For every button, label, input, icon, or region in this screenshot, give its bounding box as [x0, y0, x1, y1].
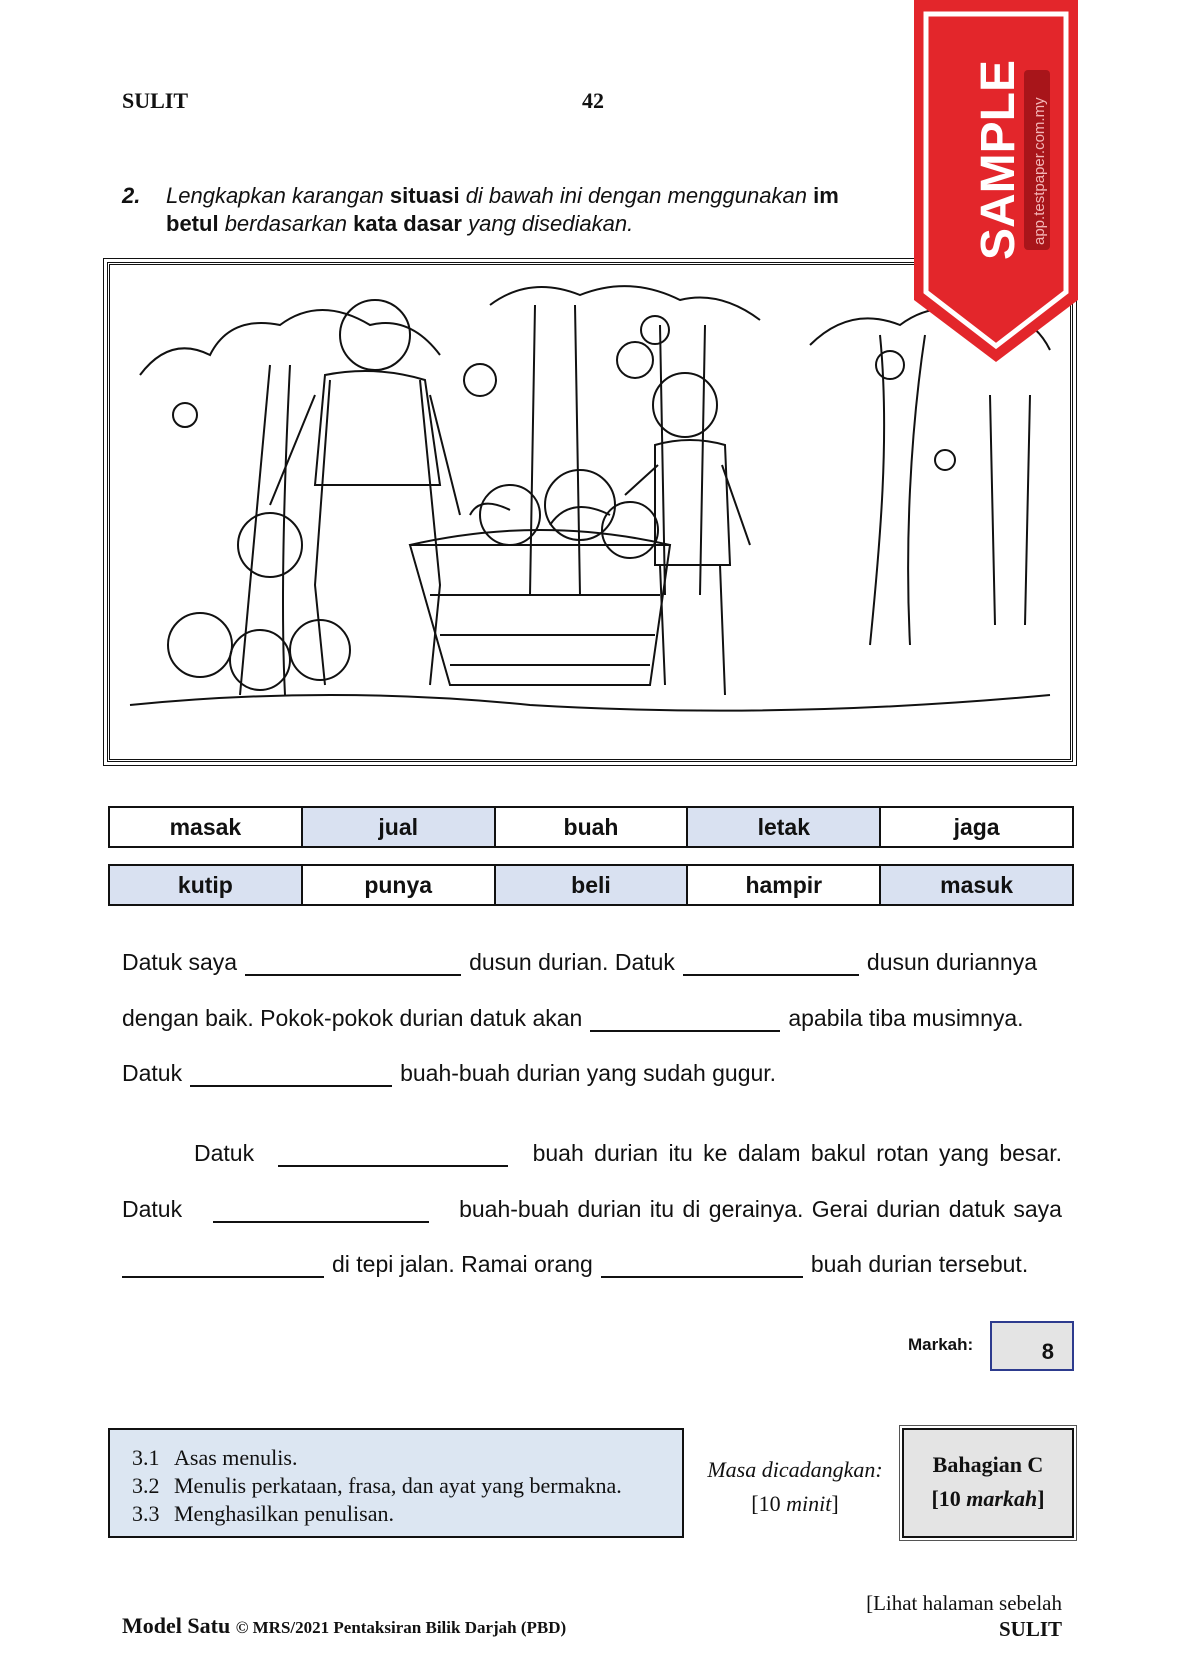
- answer-blank[interactable]: [601, 1256, 803, 1278]
- passage-line: [122, 1000, 1062, 1032]
- passage-text: buah durian itu ke dalam bakul rotan yang besar.: [532, 1140, 1062, 1166]
- answer-blank[interactable]: [213, 1201, 429, 1223]
- passage-text: buah durian tersebut.: [810, 1251, 1029, 1277]
- word-cell: punya: [303, 866, 496, 904]
- section-marks: [10 markah]: [931, 1486, 1045, 1511]
- passage-text: buah-buah durian itu di gerainya. Gerai durian datuk saya: [459, 1196, 1062, 1222]
- markah-label: Markah:: [908, 1335, 974, 1354]
- word-cell: beli: [496, 866, 689, 904]
- objective-item: 3.2 Menulis perkataan, frasa, dan ayat yang bermakna.: [132, 1473, 622, 1498]
- footer-model: Model Satu: [122, 1613, 231, 1638]
- passage-line: [122, 1191, 1062, 1223]
- sample-watermark-ribbon: [914, 0, 1078, 362]
- objective-item: 3.1 Asas menulis.: [132, 1445, 298, 1470]
- passage-text: Datuk: [122, 1196, 183, 1222]
- q-part: yang disediakan.: [468, 211, 634, 236]
- answer-blank[interactable]: [245, 954, 461, 976]
- question-instruction: [122, 182, 942, 238]
- answer-blank[interactable]: [278, 1145, 508, 1167]
- passage-text: Datuk saya: [122, 949, 238, 975]
- next-page-note: [Lihat halaman sebelah: [866, 1591, 1062, 1615]
- word-cell: masuk: [881, 866, 1072, 904]
- word-cell: jaga: [953, 813, 1000, 840]
- footer-left: [122, 1613, 566, 1639]
- answer-blank[interactable]: [683, 954, 859, 976]
- markah-value: 8: [1041, 1339, 1054, 1364]
- passage-text: dusun duriannya: [866, 949, 1037, 975]
- objective-item: 3.3 Menghasilkan penulisan.: [132, 1501, 394, 1526]
- word-cell: buah: [496, 808, 689, 846]
- page-number: 42: [582, 88, 604, 113]
- suggested-time: [700, 1453, 890, 1521]
- passage-text: dusun durian. Datuk: [469, 949, 675, 975]
- section-title: Bahagian C: [932, 1452, 1044, 1477]
- passage-text: buah-buah durian yang sudah gugur.: [400, 1060, 777, 1086]
- word-cell: masak: [110, 808, 303, 846]
- footer-sulit: SULIT: [998, 1617, 1062, 1641]
- q-bold: im: [813, 183, 839, 208]
- passage-line: [122, 1055, 1062, 1087]
- header-sulit: SULIT: [122, 88, 189, 113]
- passage-line: [122, 1246, 1062, 1278]
- passage-text: di tepi jalan. Ramai orang: [332, 1251, 593, 1277]
- answer-blank[interactable]: [190, 1065, 392, 1087]
- watermark-url: app.testpaper.com.my: [1031, 97, 1048, 245]
- passage-line: [194, 1135, 1062, 1167]
- q-bold: kata dasar: [353, 211, 462, 236]
- q-bold: betul: [166, 211, 219, 236]
- watermark-word: SAMPLE: [972, 59, 1025, 260]
- footer-right: [866, 1590, 1062, 1642]
- q-bold: situasi: [389, 183, 460, 208]
- word-cell: letak: [688, 808, 881, 846]
- footer-copyright: © MRS/2021 Pentaksiran Bilik Darjah (PBD): [235, 1618, 567, 1637]
- q-part: di bawah ini dengan menggunakan: [465, 183, 807, 208]
- learning-objectives: [108, 1428, 684, 1538]
- word-cell: kutip: [110, 866, 303, 904]
- question-text: [166, 182, 942, 238]
- q-part: berdasarkan: [224, 211, 347, 236]
- markah-box[interactable]: [990, 1321, 1074, 1371]
- section-box: [902, 1428, 1074, 1538]
- answer-blank[interactable]: [590, 1010, 780, 1032]
- word-bank-row-1: [108, 806, 1074, 848]
- passage-line: [122, 944, 1062, 976]
- passage-text: apabila tiba musimnya.: [788, 1005, 1024, 1031]
- passage-text: Datuk: [122, 1060, 183, 1086]
- answer-blank[interactable]: [122, 1256, 324, 1278]
- masa-label: Masa dicadangkan:: [707, 1457, 883, 1482]
- passage-text: dengan baik. Pokok-pokok durian datuk akan: [122, 1005, 583, 1031]
- question-number: 2.: [122, 183, 141, 208]
- word-cell: jual: [303, 808, 496, 846]
- word-cell: hampir: [688, 866, 881, 904]
- passage-text: Datuk: [194, 1140, 255, 1166]
- masa-value: [10 minit]: [751, 1491, 839, 1516]
- word-bank-row-2: [108, 864, 1074, 906]
- q-part: Lengkapkan karangan: [166, 183, 384, 208]
